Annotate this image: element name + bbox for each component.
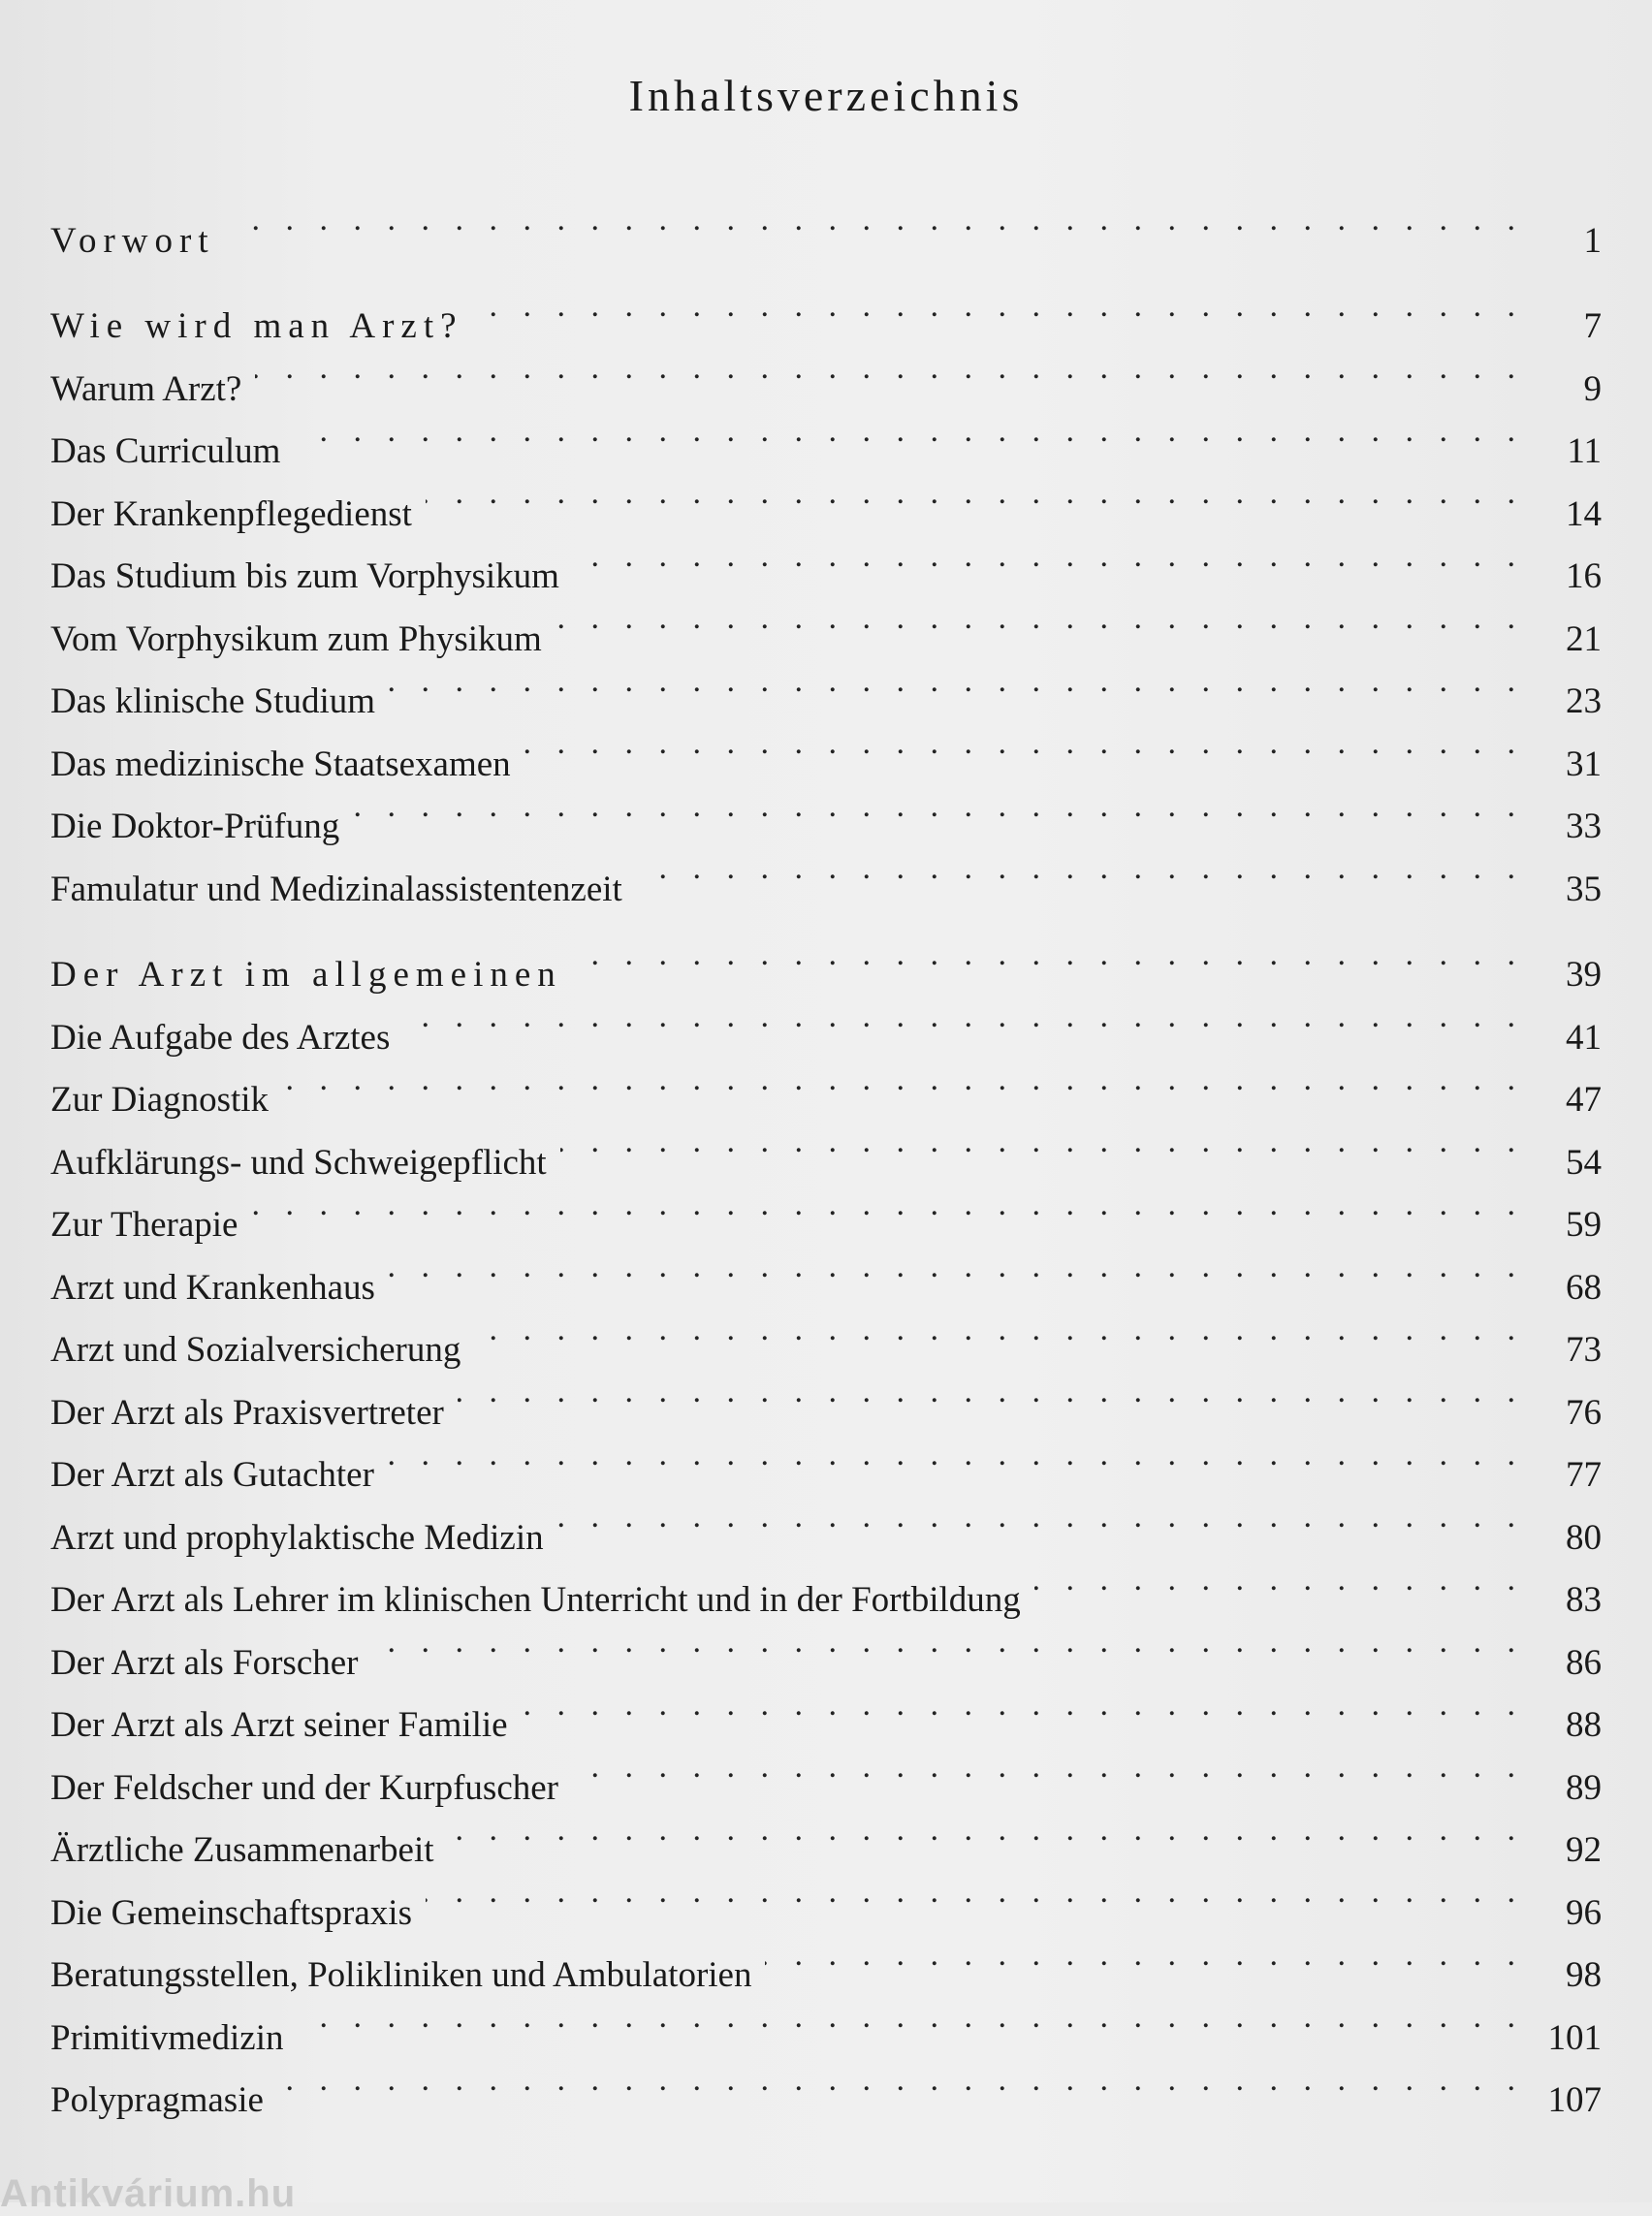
toc-entry-title: Vom Vorphysikum zum Physikum [50, 618, 542, 659]
toc-entry-title: Beratungsstellen, Polikliniken und Ambulatorien [50, 1955, 752, 1995]
dot-leader [229, 189, 1524, 252]
toc-page-number: 92 [1566, 1830, 1602, 1870]
toc-entry [50, 986, 1602, 1058]
toc-entry [50, 400, 1602, 471]
toc-page-number: 68 [1566, 1267, 1602, 1308]
dot-leader [388, 1424, 1524, 1487]
toc-entry-title: Der Arzt als Praxisvertreter [50, 1392, 444, 1433]
toc-entry-title: Arzt und Krankenhaus [50, 1267, 375, 1308]
dot-leader [524, 712, 1524, 776]
toc-page-number: 80 [1566, 1517, 1602, 1558]
toc-page-number: 73 [1566, 1330, 1602, 1370]
toc-page-number: 77 [1566, 1455, 1602, 1495]
toc-entry [50, 587, 1602, 659]
toc-entry [50, 2049, 1602, 2120]
toc-page-number: 7 [1583, 306, 1602, 346]
toc-section [50, 924, 1602, 2120]
toc-page-number: 9 [1583, 368, 1602, 409]
toc-entry [50, 462, 1602, 534]
dot-leader [294, 400, 1524, 463]
toc-entry-title: Arzt und Sozialversicherung [50, 1330, 461, 1370]
toc-entry [50, 712, 1602, 784]
dot-leader [556, 587, 1524, 650]
toc-page-number: 39 [1566, 955, 1602, 995]
toc-page-number: 47 [1566, 1080, 1602, 1120]
toc-entry [50, 1111, 1602, 1183]
dot-leader [251, 1174, 1524, 1237]
toc-entry [50, 525, 1602, 596]
toc-page-number: 96 [1566, 1892, 1602, 1933]
dot-leader [765, 1924, 1524, 1987]
toc-entry [50, 1049, 1602, 1120]
toc-entry [50, 776, 1602, 846]
toc-entry [50, 1861, 1602, 1933]
dot-leader [277, 2049, 1524, 2112]
toc-entry-title: Famulatur und Medizinalassistentenzeit [50, 869, 622, 909]
table-of-contents [50, 189, 1602, 2120]
toc-entry-title: Das klinische Studium [50, 681, 376, 721]
toc-page-number: 33 [1566, 807, 1602, 846]
toc-entry [50, 1361, 1602, 1433]
toc-entry-title: Warum Arzt? [50, 368, 242, 409]
toc-entry [50, 1299, 1602, 1370]
toc-entry-title: Der Arzt als Gutachter [50, 1455, 374, 1495]
toc-page-number: 76 [1566, 1392, 1602, 1433]
toc-entry [50, 1486, 1602, 1558]
toc-entry-title: Die Gemeinschaftspraxis [50, 1892, 412, 1933]
toc-entry-title: Der Arzt als Arzt seiner Familie [50, 1705, 508, 1745]
toc-page-number: 1 [1583, 220, 1602, 261]
toc-page-number: 89 [1566, 1767, 1602, 1808]
toc-entry [50, 1611, 1602, 1683]
toc-entry-title: Die Aufgabe des Arztes [50, 1017, 391, 1058]
toc-entry-title: Das medizinische Staatsexamen [50, 744, 511, 784]
dot-leader [576, 924, 1524, 987]
dot-leader [426, 1861, 1524, 1924]
dot-leader [474, 1299, 1524, 1362]
toc-chapter-heading [50, 924, 1602, 995]
toc-entry-title: Zur Therapie [50, 1205, 238, 1245]
toc-page-number: 101 [1547, 2017, 1602, 2058]
toc-entry-title: Polypragmasie [50, 2080, 264, 2120]
toc-page-number: 98 [1566, 1955, 1602, 1995]
toc-entry [50, 1799, 1602, 1870]
dot-leader [636, 838, 1524, 901]
toc-entry [50, 838, 1602, 909]
toc-entry-title: Der Arzt als Forscher [50, 1642, 359, 1683]
toc-entry [50, 337, 1602, 409]
toc-page-number: 35 [1566, 869, 1602, 909]
dot-leader [1034, 1549, 1524, 1612]
toc-page-number: 31 [1566, 744, 1602, 784]
toc-page-number: 11 [1567, 431, 1602, 471]
toc-page-number: 107 [1547, 2080, 1602, 2120]
dot-leader [522, 1674, 1524, 1737]
dot-leader [282, 1049, 1524, 1112]
dot-leader [572, 1736, 1524, 1799]
dot-leader [389, 650, 1524, 713]
dot-leader [426, 462, 1524, 525]
toc-entry [50, 1549, 1602, 1620]
toc-section [50, 275, 1602, 909]
dot-leader [477, 275, 1524, 338]
toc-page-number: 88 [1566, 1705, 1602, 1745]
toc-entry-title: Das Curriculum [50, 431, 281, 471]
toc-entry-title: Der Krankenpflegedienst [50, 493, 412, 534]
toc-page-number: 21 [1566, 618, 1602, 659]
toc-entry-title: Zur Diagnostik [50, 1080, 270, 1120]
toc-entry [50, 1236, 1602, 1308]
toc-page-number: 54 [1566, 1142, 1602, 1183]
dot-leader [353, 776, 1524, 839]
toc-entry-title: Der Arzt als Lehrer im klinischen Unterricht und in der Fortbildung [50, 1580, 1021, 1620]
dot-leader [458, 1361, 1524, 1424]
toc-entry [50, 1174, 1602, 1245]
toc-entry [50, 1424, 1602, 1495]
toc-chapter-heading [50, 189, 1602, 261]
dot-leader [389, 1236, 1524, 1299]
toc-page-number: 86 [1566, 1642, 1602, 1683]
toc-entry [50, 1674, 1602, 1745]
dot-leader [560, 1111, 1524, 1174]
dot-leader [573, 525, 1524, 588]
dot-leader [371, 1611, 1524, 1674]
dot-leader [448, 1799, 1524, 1862]
toc-entry-title: Aufklärungs- und Schweigepflicht [50, 1142, 547, 1183]
toc-page-number: 23 [1566, 681, 1602, 721]
toc-section [50, 189, 1602, 261]
toc-entry-title: Primitivmedizin [50, 2017, 284, 2058]
toc-entry-title: Der Feldscher und der Kurpfuscher [50, 1767, 558, 1808]
dot-leader [403, 986, 1524, 1049]
toc-chapter-heading [50, 275, 1602, 346]
toc-entry-title: Ärztliche Zusammenarbeit [50, 1830, 434, 1870]
toc-entry-title: Arzt und prophylaktische Medizin [50, 1517, 544, 1558]
toc-entry-title: Wie wird man Arzt? [50, 306, 463, 346]
toc-entry [50, 1986, 1602, 2058]
toc-page-number: 16 [1566, 556, 1602, 596]
toc-entry-title: Das Studium bis zum Vorphysikum [50, 556, 559, 596]
dot-leader [297, 1986, 1524, 2049]
watermark-text: Antikvárium.hu [0, 2172, 297, 2215]
toc-entry-title: Vorwort [50, 220, 215, 261]
toc-entry-title: Der Arzt im allgemeinen [50, 955, 562, 995]
toc-entry [50, 650, 1602, 721]
toc-entry-title: Die Doktor-Prüfung [50, 807, 340, 846]
toc-page-number: 14 [1566, 493, 1602, 534]
dot-leader [255, 337, 1524, 400]
toc-page-number: 83 [1566, 1580, 1602, 1620]
toc-page-number: 59 [1566, 1205, 1602, 1245]
dot-leader [557, 1486, 1524, 1549]
page-title: Inhaltsverzeichnis [628, 71, 1024, 120]
toc-page-number: 41 [1566, 1017, 1602, 1058]
toc-entry [50, 1924, 1602, 1995]
toc-entry [50, 1736, 1602, 1808]
